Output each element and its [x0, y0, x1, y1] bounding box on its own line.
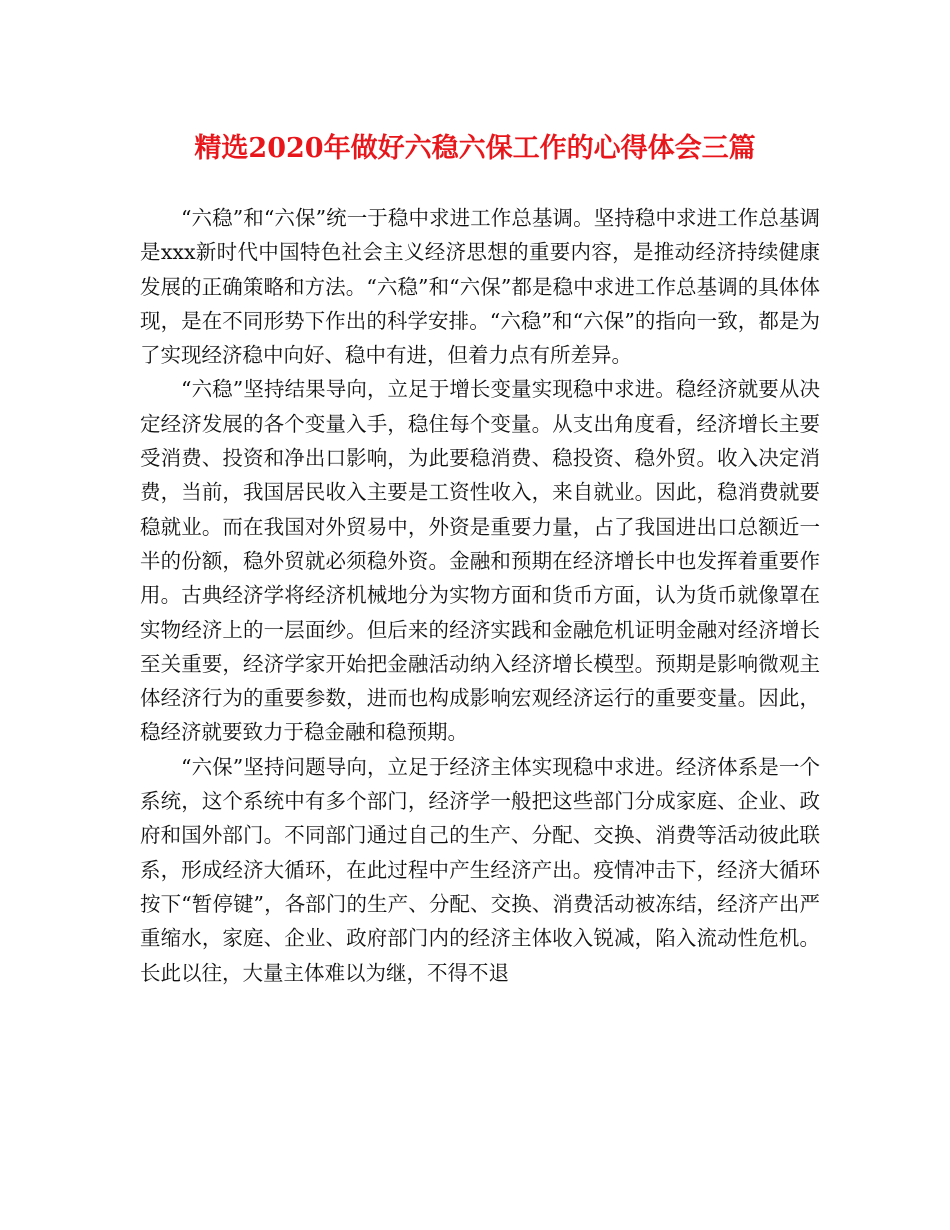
paragraph-2: “六稳”坚持结果导向，立足于增长变量实现稳中求进。稳经济就要从决定经济发展的各个变量入手，稳住每个变量。从支出角度看，经济增长主要受消费、投资和净出口影响，为此要稳消费、稳投资、稳外贸。收入决定消费，当前，我国居民收入主要是工资性收入，来自就业。因此，稳消费就要稳就业。而在我国对外贸易中，外资是重要力量，占了我国进出口总额近一半的份额，稳外贸就必须稳外资。金融和预期在经济增长中也发挥着重要作用。古典经济学将经济机械地分为实物方面和货币方面，认为货币就像罩在实物经济上的一层面纱。但后来的经济实践和金融危机证明金融对经济增长至关重要，经济学家开始把金融活动纳入经济增长模型。预期是影响微观主体经济行为的重要参数，进而也构成影响宏观经济运行的重要变量。因此，稳经济就要致力于稳金融和稳预期。	[140, 377, 820, 745]
paragraph-1: “六稳”和“六保”统一于稳中求进工作总基调。坚持稳中求进工作总基调是xxx新时代中国特色社会主义经济思想的重要内容，是推动经济持续健康发展的正确策略和方法。“六稳”和“六保”都是稳中求进工作总基调的具体体现，是在不同形势下作出的科学安排。“六稳”和“六保”的指向一致，都是为了实现经济稳中向好、稳中有进，但着力点有所差异。	[140, 206, 820, 368]
paragraph-3: “六保”坚持问题导向，立足于经济主体实现稳中求进。经济体系是一个系统，这个系统中有多个部门，经济学一般把这些部门分成家庭、企业、政府和国外部门。不同部门通过自己的生产、分配、交换、消费等活动彼此联系，形成经济大循环，在此过程中产生经济产出。疫情冲击下，经济大循环按下“暂停键”，各部门的生产、分配、交换、消费活动被冻结，经济产出严重缩水，家庭、企业、政府部门内的经济主体收入锐减，陷入流动性危机。长此以往，大量主体难以为继，不得不退	[140, 754, 820, 985]
document-title: 精选2020年做好六稳六保工作的心得体会三篇	[194, 133, 756, 164]
document-body	[140, 201, 820, 990]
